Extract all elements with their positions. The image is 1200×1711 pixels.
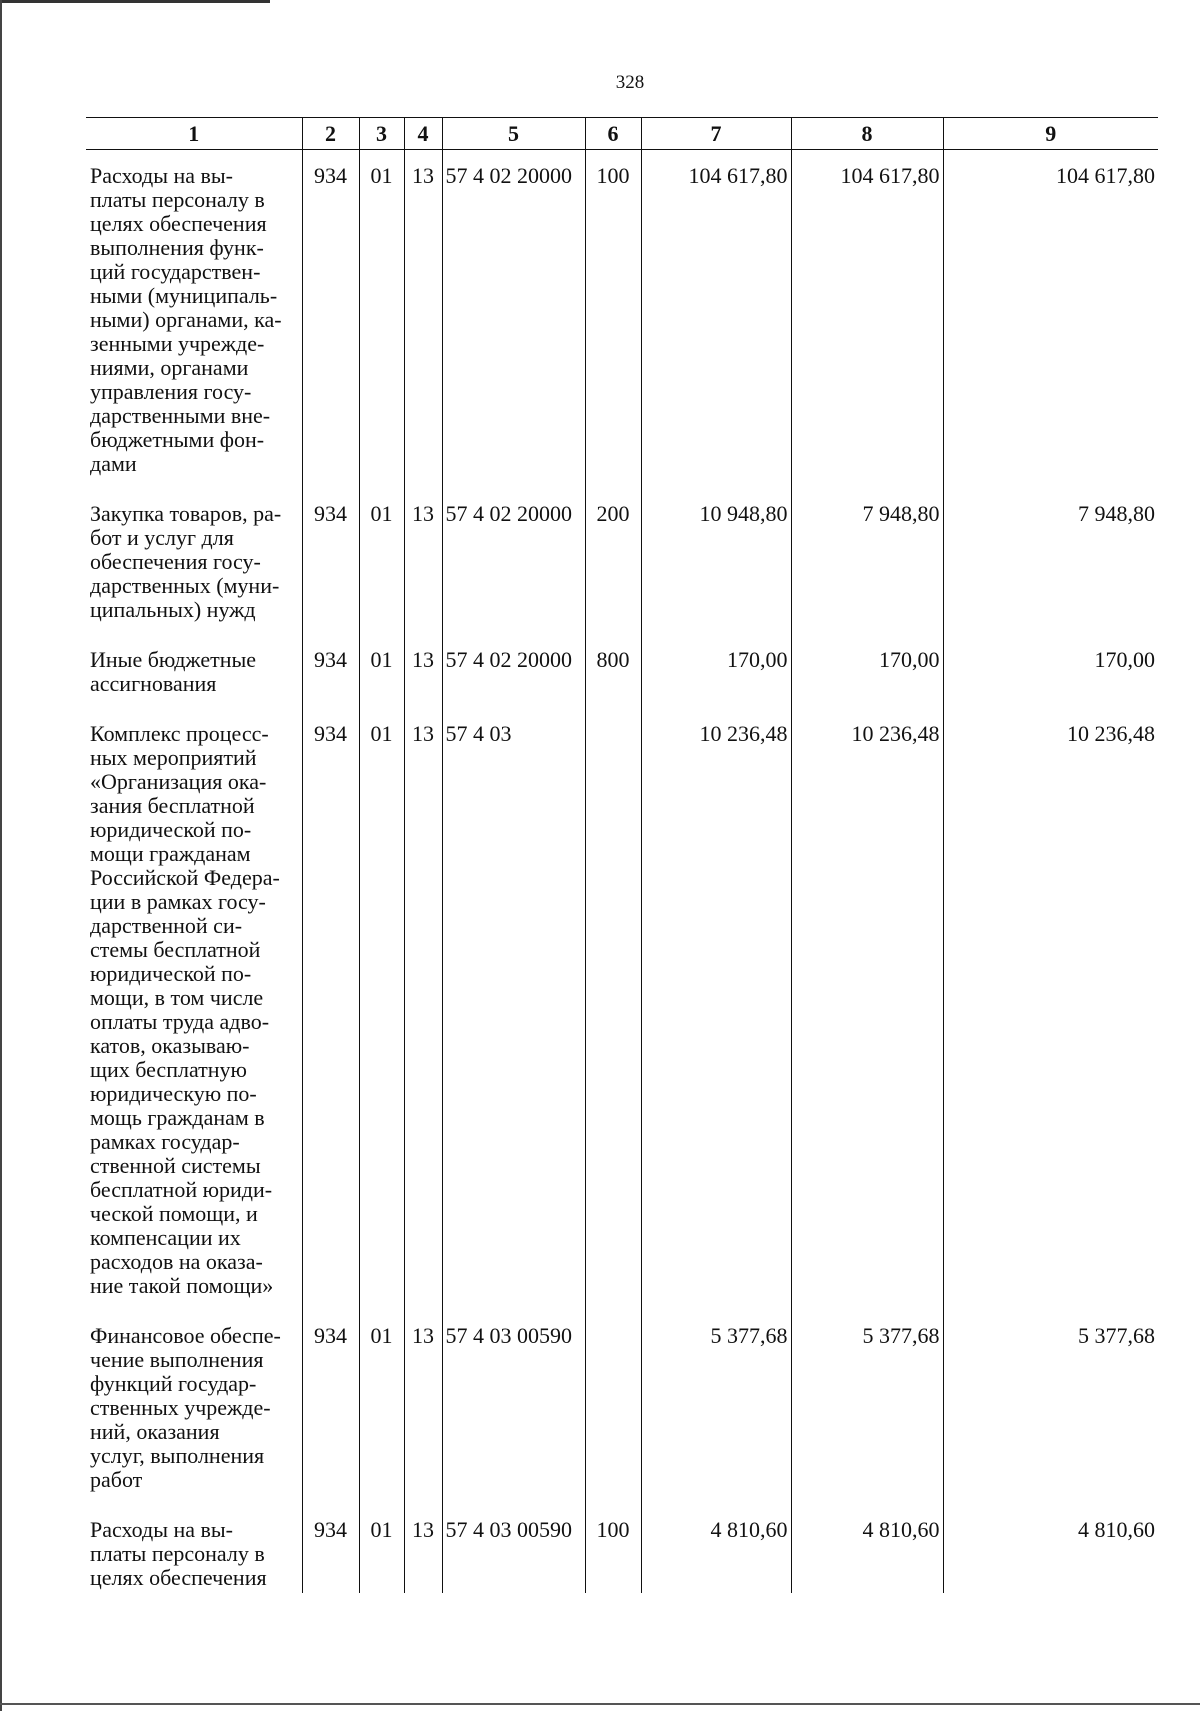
row-col-8: 104 617,80 [791,150,943,489]
row-col-7: 10 236,48 [641,708,791,1310]
row-col-6 [585,708,641,1310]
row-col-4: 13 [404,488,442,634]
row-col-7: 4 810,60 [641,1504,791,1593]
row-col-3: 01 [359,1504,404,1593]
row-col-3: 01 [359,488,404,634]
row-col-7: 10 948,80 [641,488,791,634]
row-col-8: 10 236,48 [791,708,943,1310]
table-row [86,1504,1158,1593]
row-col-9: 4 810,60 [943,1504,1158,1593]
row-col-5: 57 4 03 00590 [442,1310,585,1504]
row-col-7: 5 377,68 [641,1310,791,1504]
row-name: Комплекс процесс- ных мероприятий «Организация ока- зания бесплатной юридической по- мощи гражданам Российской Федера- ции в рамках госу- дарственной си- стемы бесплатной юридической по- мощи, в том числе оплаты труда адво- катов, оказываю- щих бесплатную юридическую по- мощь гражданам в рамках государ- ственной системы бесплатной юриди- ческой помощи, и компенсации их расходов на оказа- ние такой помощи» [90,721,280,1298]
row-col-8: 5 377,68 [791,1310,943,1504]
row-col-3: 01 [359,1310,404,1504]
row-name: Иные бюджетные ассигнования [90,647,257,696]
header-col-3: 3 [359,118,404,150]
row-col-5: 57 4 03 00590 [442,1504,585,1593]
row-col-6: 100 [585,1504,641,1593]
row-col-2: 934 [302,1504,359,1593]
row-col-9: 104 617,80 [943,150,1158,489]
header-col-6: 6 [585,118,641,150]
row-name: Расходы на вы- платы персоналу в целях обеспечения выполнения функ- ций государствен- ными (муниципаль- ными) органами, ка- зенными учрежде- ниями, органами управления госу- дарственными вне- бюджетными фон- дами [90,163,282,476]
row-col-2: 934 [302,150,359,489]
row-col-4: 13 [404,150,442,489]
row-col-6 [585,1310,641,1504]
table-row [86,708,1158,1310]
row-col-8: 7 948,80 [791,488,943,634]
row-col-3: 01 [359,150,404,489]
row-name: Закупка товаров, ра- бот и услуг для обеспечения госу- дарственных (муни- ципальных) нужд [90,501,282,622]
scan-edge-top [0,0,270,3]
row-name: Расходы на вы- платы персоналу в целях обеспечения [90,1517,267,1590]
row-name: Финансовое обеспе- чение выполнения функций государ- ственных учрежде- ний, оказания услуг, выполнения работ [90,1323,281,1492]
header-col-2: 2 [302,118,359,150]
row-col-3: 01 [359,708,404,1310]
row-col-2: 934 [302,708,359,1310]
row-col-5: 57 4 03 [442,708,585,1310]
row-col-4: 13 [404,634,442,708]
header-col-7: 7 [641,118,791,150]
table-header-row [86,118,1158,150]
row-col-4: 13 [404,1504,442,1593]
row-col-8: 4 810,60 [791,1504,943,1593]
row-col-4: 13 [404,1310,442,1504]
row-col-5: 57 4 02 20000 [442,150,585,489]
row-col-2: 934 [302,1310,359,1504]
row-col-2: 934 [302,488,359,634]
row-col-7: 104 617,80 [641,150,791,489]
row-col-6: 800 [585,634,641,708]
page-number: 328 [615,72,645,93]
row-col-9: 7 948,80 [943,488,1158,634]
header-col-4: 4 [404,118,442,150]
header-col-5: 5 [442,118,585,150]
header-col-8: 8 [791,118,943,150]
table-row [86,150,1158,489]
scan-edge-left [0,0,2,1711]
row-col-8: 170,00 [791,634,943,708]
budget-table [86,117,1158,1593]
row-col-5: 57 4 02 20000 [442,488,585,634]
row-col-9: 5 377,68 [943,1310,1158,1504]
row-col-4: 13 [404,708,442,1310]
header-col-1: 1 [86,118,302,150]
row-col-7: 170,00 [641,634,791,708]
row-col-5: 57 4 02 20000 [442,634,585,708]
row-col-3: 01 [359,634,404,708]
table-row [86,634,1158,708]
header-col-9: 9 [943,118,1158,150]
row-col-9: 170,00 [943,634,1158,708]
row-col-9: 10 236,48 [943,708,1158,1310]
table-row [86,1310,1158,1504]
table-row [86,488,1158,634]
row-col-2: 934 [302,634,359,708]
row-col-6: 200 [585,488,641,634]
scan-edge-bottom [0,1703,1200,1705]
row-col-6: 100 [585,150,641,489]
